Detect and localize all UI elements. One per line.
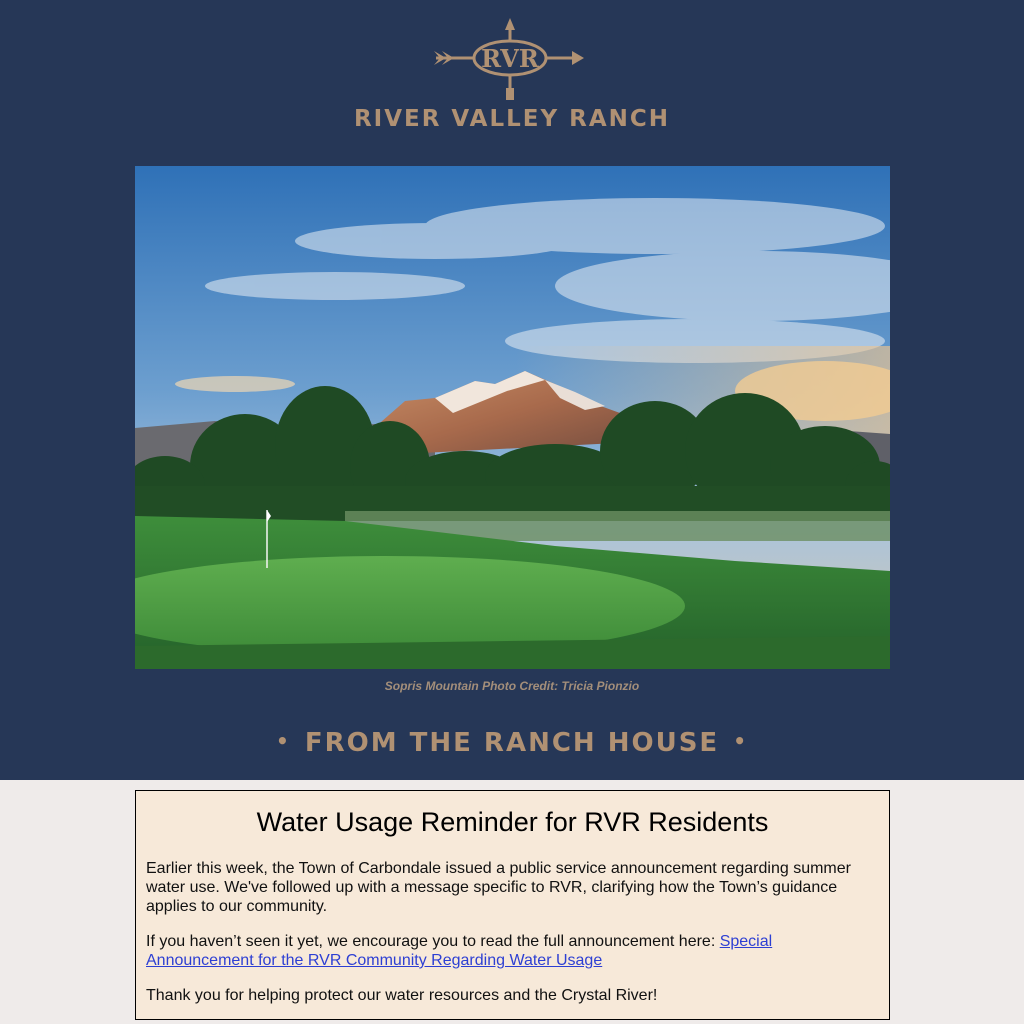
- photo-caption: Sopris Mountain Photo Credit: Tricia Pionzio: [384, 679, 640, 693]
- article-title: Water Usage Reminder for RVR Residents: [256, 807, 769, 837]
- logo-monogram: RVR: [481, 44, 539, 73]
- article-body: [146, 859, 881, 1021]
- section-title: FROM THE RANCH HOUSE: [304, 728, 720, 758]
- bullet-left: •: [276, 729, 291, 753]
- rvr-logo-icon: [430, 16, 590, 104]
- brand-name: RIVER VALLEY RANCH: [353, 106, 671, 132]
- hero-landscape-image[interactable]: [135, 166, 890, 669]
- announcement-intro: If you haven’t seen it yet, we encourage you to read the full announcement here:: [146, 933, 720, 950]
- bullet-right: •: [733, 729, 748, 753]
- article-card: [135, 790, 890, 1020]
- announcement-link[interactable]: Special Announcement for the RVR Community Regarding Water Usage: [146, 933, 773, 969]
- article-paragraph-2: [146, 932, 881, 970]
- article-paragraph-3: Thank you for helping protect our water resources and the Crystal River!: [146, 987, 658, 1004]
- section-banner: [0, 728, 1024, 758]
- article-paragraph-1: Earlier this week, the Town of Carbondale issued a public service announcement regarding summer water use. We've followed up with a message specific to RVR, clarifying how the Town’s guidance applies to our community.: [146, 860, 851, 915]
